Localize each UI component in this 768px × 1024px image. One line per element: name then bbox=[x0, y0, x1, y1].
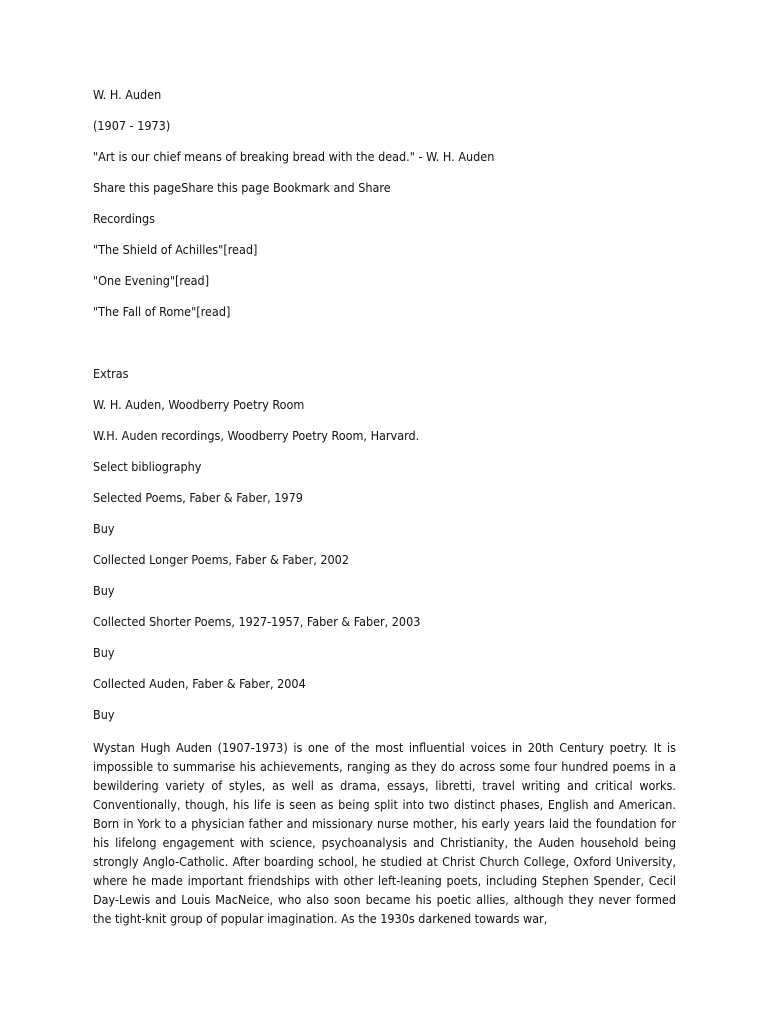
poet-years: (1907 - 1973) bbox=[93, 118, 171, 133]
bibliography-item: Collected Auden, Faber & Faber, 2004 bbox=[93, 676, 306, 691]
extras-heading: Extras bbox=[93, 366, 129, 381]
share-links[interactable]: Share this pageShare this page Bookmark and Share bbox=[93, 180, 391, 195]
recordings-heading: Recordings bbox=[93, 211, 156, 226]
bibliography-item: Selected Poems, Faber & Faber, 1979 bbox=[93, 490, 303, 505]
recording-link[interactable]: "One Evening"[read] bbox=[93, 273, 210, 288]
blank-line bbox=[93, 335, 676, 366]
buy-link[interactable]: Buy bbox=[93, 707, 115, 722]
poet-quote: "Art is our chief means of breaking bread with the dead." - W. H. Auden bbox=[93, 149, 495, 164]
extras-link[interactable]: W. H. Auden, Woodberry Poetry Room bbox=[93, 397, 305, 412]
extras-link[interactable]: W.H. Auden recordings, Woodberry Poetry Room, Harvard. bbox=[93, 428, 420, 443]
bibliography-item: Collected Shorter Poems, 1927-1957, Faber & Faber, 2003 bbox=[93, 614, 421, 629]
recording-link[interactable]: "The Fall of Rome"[read] bbox=[93, 304, 231, 319]
biography-paragraph: Wystan Hugh Auden (1907-1973) is one of the most influential voices in 20th Century poetry. It is impossible to summarise his achievements, ranging as they do across some four hundred poems in a bewildering variety of styles, as well as drama, essays, libretti, travel writing and critical works. Conventionally, though, his life is seen as being split into two distinct phases, English and American. Born in York to a physician father and missionary nurse mother, his early years laid the foundation for his lifelong engagement with science, psychoanalysis and Christianity, the Auden household being strongly Anglo-Catholic. After boarding school, he studied at Christ Church College, Oxford University, where he made important friendships with other left-leaning poets, including Stephen Spender, Cecil Day-Lewis and Louis MacNeice, who also soon became his poetic allies, although they never formed the tight-knit group of popular imagination. As the 1930s darkened towards war, bbox=[93, 740, 676, 926]
bibliography-item: Collected Longer Poems, Faber & Faber, 2002 bbox=[93, 552, 349, 567]
buy-link[interactable]: Buy bbox=[93, 521, 115, 536]
buy-link[interactable]: Buy bbox=[93, 645, 115, 660]
buy-link[interactable]: Buy bbox=[93, 583, 115, 598]
recording-link[interactable]: "The Shield of Achilles"[read] bbox=[93, 242, 258, 257]
document-page bbox=[93, 87, 676, 941]
poet-name: W. H. Auden bbox=[93, 87, 162, 102]
bibliography-heading: Select bibliography bbox=[93, 459, 202, 474]
